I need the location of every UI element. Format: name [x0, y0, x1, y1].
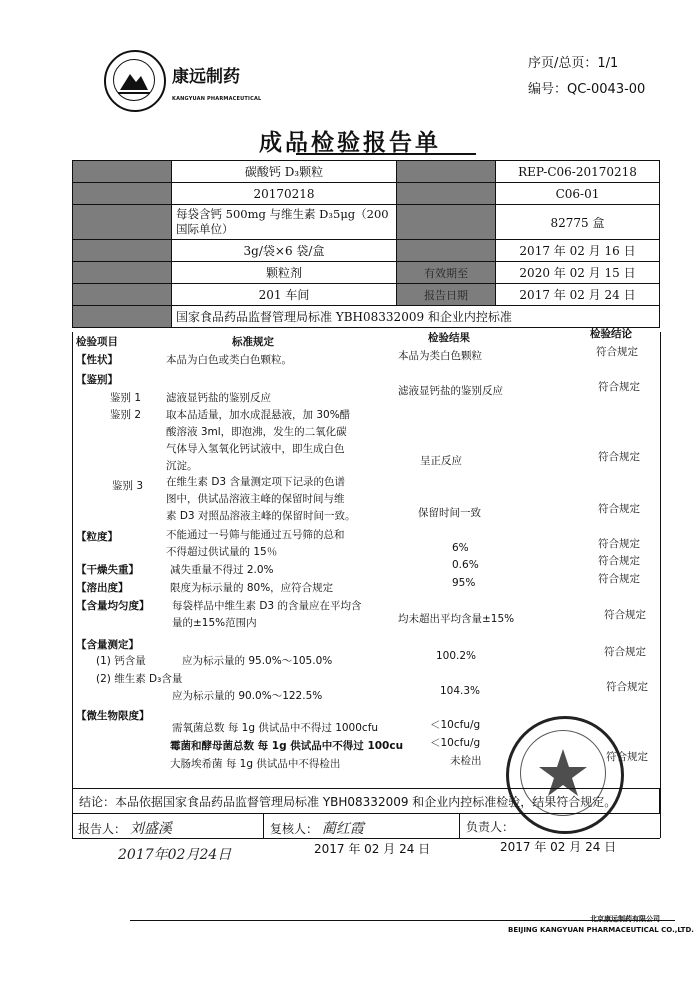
- res-ident2: 呈正反应: [420, 455, 462, 467]
- std-dissolution: 限度为标示量的 80%，应符合规定: [170, 582, 334, 594]
- res-micro-ecoli: 未检出: [450, 755, 482, 767]
- report-date-label: 报告日期: [397, 284, 496, 306]
- footer-company-cn: 北京康远制药有限公司: [590, 915, 660, 923]
- conclusion-cell: 符合规定: [604, 646, 646, 658]
- res-dissolution: 95%: [452, 577, 476, 589]
- label-cell: [73, 161, 172, 183]
- std-ident2-l4: 沉淀。: [166, 460, 198, 472]
- col-standard: 标准规定: [232, 336, 274, 348]
- reporter-cell: [72, 814, 264, 838]
- label-cell: [397, 183, 496, 205]
- batch-number: 20170218: [172, 183, 397, 205]
- std-ident2-l1: 取本品适量，加水成混悬液，加 30%醋: [166, 409, 351, 421]
- res-assay-calcium: 100.2%: [436, 650, 477, 662]
- std-ident2-l3: 气体导入氢氧化钙试液中，即生成白色: [166, 443, 345, 455]
- std-ident1: 滤液显钙盐的鉴别反应: [166, 392, 271, 404]
- std-ident3-l3: 素 D3 对照品溶液主峰的保留时间一致。: [166, 510, 356, 522]
- item-granule: 【粒度】: [76, 531, 118, 543]
- reporter-date: 2017年02月24日: [118, 847, 232, 863]
- reviewer-signature: 蔺红霞: [321, 821, 364, 837]
- item-ident2: 鉴别 2: [110, 409, 142, 421]
- std-micro-mold: 霉菌和酵母菌总数 每 1g 供试品中不得过 100cu: [170, 740, 404, 752]
- conclusion-cell: 符合规定: [606, 751, 648, 763]
- item-assay-calcium: (1) 钙含量: [96, 655, 146, 667]
- logo-emblem: [113, 59, 155, 101]
- std-uniformity-l2: 量的±15%范围内: [172, 617, 257, 629]
- reviewer-label: 复核人：: [270, 822, 319, 836]
- label-cell: [73, 183, 172, 205]
- item-dissolution: 【溶出度】: [76, 582, 129, 594]
- item-ident1: 鉴别 1: [110, 392, 142, 404]
- label-cell: [397, 161, 496, 183]
- std-appearance: 本品为白色或类白色颗粒。: [166, 354, 292, 366]
- product-info-table: [72, 160, 660, 328]
- expiry-date: 2020 年 02 月 15 日: [496, 262, 660, 284]
- label-cell: [73, 240, 172, 262]
- specification: 每袋含钙 500mg 与维生素 D₃5μg（200 国际单位）: [172, 205, 397, 240]
- report-date: 2017 年 02 月 24 日: [496, 284, 660, 306]
- production-date: 2017 年 02 月 16 日: [496, 240, 660, 262]
- batch-code: C06-01: [496, 183, 660, 205]
- footer-company-en: BEIJING KANGYUAN PHARMACEUTICAL CO.,LTD.: [508, 926, 694, 934]
- company-name: 康远制药: [172, 67, 240, 87]
- res-assay-vitd3: 104.3%: [440, 685, 481, 697]
- label-cell: [73, 205, 172, 240]
- reporter-label: 报告人：: [78, 822, 127, 836]
- reviewer-cell: [264, 814, 460, 838]
- item-microbial: 【微生物限度】: [76, 710, 150, 722]
- std-ident3-l1: 在维生素 D3 含量测定项下记录的色谱: [166, 476, 345, 488]
- label-cell: [73, 284, 172, 306]
- col-item: 检验项目: [76, 336, 118, 348]
- quantity: 82775 盒: [496, 205, 660, 240]
- page-title: 成品检验报告单: [259, 130, 441, 156]
- document-code: 编号：QC-0043-00: [528, 82, 646, 97]
- std-ident2-l2: 酸溶液 3ml，即泡沸，发生的二氧化碳: [166, 426, 347, 438]
- reviewer-date: 2017 年 02 月 24 日: [314, 842, 431, 856]
- std-granule-l1: 不能通过一号筛与能通过五号筛的总和: [166, 529, 345, 541]
- col-result: 检验结果: [428, 332, 470, 344]
- report-number: REP-C06-20170218: [496, 161, 660, 183]
- expiry-label: 有效期至: [397, 262, 496, 284]
- manager-label: 负责人：: [466, 820, 515, 834]
- frame-right: [660, 332, 661, 838]
- dosage-form: 颗粒剂: [172, 262, 397, 284]
- res-uniformity: 均未超出平均含量±15%: [398, 613, 515, 625]
- res-ident1: 滤液显钙盐的鉴别反应: [398, 385, 503, 397]
- frame-bottom: [72, 838, 660, 839]
- col-conclusion: 检验结论: [590, 328, 632, 340]
- conclusion-cell: 符合规定: [598, 451, 640, 463]
- std-ident3-l2: 图中，供试品溶液主峰的保留时间与维: [166, 493, 345, 505]
- workshop: 201 车间: [172, 284, 397, 306]
- frame-left: [72, 332, 73, 838]
- item-identification: 【鉴别】: [76, 374, 118, 386]
- res-micro-mold: ＜10cfu/g: [430, 737, 481, 749]
- std-assay-calcium: 应为标示量的 95.0%～105.0%: [182, 655, 333, 667]
- std-micro-aerobic: 需氧菌总数 每 1g 供试品中不得过 1000cfu: [172, 722, 379, 734]
- mountain-icon: [114, 60, 154, 100]
- item-assay: 【含量测定】: [76, 639, 139, 651]
- conclusion-cell: 符合规定: [604, 609, 646, 621]
- conclusion-cell: 符合规定: [598, 538, 640, 550]
- package-spec: 3g/袋×6 袋/盒: [172, 240, 397, 262]
- std-drying: 减失重量不得过 2.0%: [170, 564, 274, 576]
- manager-date: 2017 年 02 月 24 日: [500, 840, 617, 854]
- signature-row: [72, 814, 660, 838]
- res-drying: 0.6%: [452, 559, 479, 571]
- std-granule-l2: 不得超过供试量的 15％: [166, 546, 278, 558]
- std-uniformity-l1: 每袋样品中维生素 D3 的含量应在平均含: [172, 600, 362, 612]
- item-ident3: 鉴别 3: [112, 480, 144, 492]
- label-cell: [397, 240, 496, 262]
- std-assay-vitd3: 应为标示量的 90.0%～122.5%: [172, 690, 323, 702]
- res-micro-aerobic: ＜10cfu/g: [430, 719, 481, 731]
- conclusion-cell: 符合规定: [606, 681, 648, 693]
- label-cell: [73, 262, 172, 284]
- item-assay-vitd3: (2) 维生素 D₃含量: [96, 673, 183, 685]
- label-cell: [73, 306, 172, 328]
- inspection-standard: 国家食品药品监督管理局标准 YBH08332009 和企业内控标准: [172, 306, 660, 328]
- conclusion-cell: 符合规定: [596, 346, 638, 358]
- company-name-en: KANGYUAN PHARMACEUTICAL: [172, 96, 262, 102]
- reporter-signature: 刘盛溪: [129, 821, 172, 837]
- item-appearance: 【性状】: [76, 354, 118, 366]
- label-cell: [397, 205, 496, 240]
- title-underline: [296, 153, 476, 155]
- conclusion-cell: 符合规定: [598, 555, 640, 567]
- page-number: 序页/总页：1/1: [528, 56, 619, 71]
- conclusion-cell: 符合规定: [598, 381, 640, 393]
- conclusion-cell: 符合规定: [598, 573, 640, 585]
- res-appearance: 本品为类白色颗粒: [398, 350, 482, 362]
- res-granule: 6%: [452, 542, 469, 554]
- item-drying: 【干燥失重】: [76, 564, 139, 576]
- product-name: 碳酸钙 D₃颗粒: [172, 161, 397, 183]
- manager-cell: [460, 814, 660, 838]
- std-micro-ecoli: 大肠埃希菌 每 1g 供试品中不得检出: [170, 758, 341, 770]
- res-ident3: 保留时间一致: [418, 507, 481, 519]
- final-conclusion: 结论：本品依据国家食品药品监督管理局标准 YBH08332009 和企业内控标准检验，结果符合规定。: [72, 788, 660, 814]
- conclusion-cell: 符合规定: [598, 503, 640, 515]
- item-uniformity: 【含量均匀度】: [76, 600, 150, 612]
